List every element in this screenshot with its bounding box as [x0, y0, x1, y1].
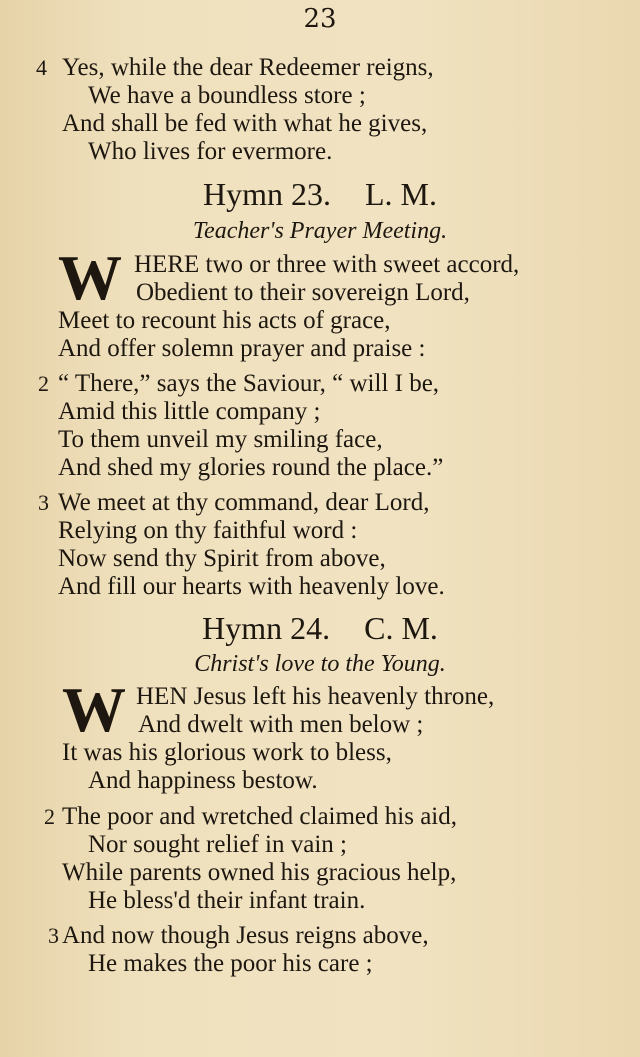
verse-line: Amid this little company ; — [58, 398, 321, 425]
verse-line: Yes, while the dear Redeemer reigns, — [62, 54, 434, 81]
verse-line: To them unveil my smiling face, — [58, 426, 383, 453]
hymn-subtitle: Christ's love to the Young. — [194, 651, 446, 677]
verse-line: Meet to recount his acts of grace, — [58, 307, 391, 334]
page-number: 23 — [303, 4, 337, 34]
verse-line: And shall be fed with what he gives, — [62, 110, 428, 137]
verse-line: He bless'd their infant train. — [88, 887, 366, 914]
verse-line: Relying on thy faithful word : — [58, 517, 358, 544]
hymn-number: Hymn 23. — [203, 176, 331, 212]
verse-line: And shed my glories round the place.” — [58, 454, 444, 481]
hymn-title — [0, 176, 640, 212]
verse-line: HEN Jesus left his heavenly throne, — [136, 683, 495, 710]
verse-line: We have a boundless store ; — [88, 82, 366, 109]
drop-cap: W — [58, 242, 122, 313]
verse-number: 4 — [36, 55, 47, 80]
hymn-meter: C. M. — [364, 610, 438, 646]
verse-line: Who lives for evermore. — [88, 138, 333, 165]
verse-line: It was his glorious work to bless, — [62, 739, 392, 766]
verse-line: And happiness bestow. — [88, 767, 318, 794]
verse-line: We meet at thy command, dear Lord, — [58, 489, 430, 516]
verse-line: And offer solemn prayer and praise : — [58, 335, 426, 362]
verse-line: He makes the poor his care ; — [88, 950, 373, 977]
verse-line: “ There,” says the Saviour, “ will I be, — [58, 370, 440, 397]
hymn-title — [0, 610, 640, 646]
verse-line: And dwelt with men below ; — [138, 711, 424, 738]
drop-cap: W — [62, 674, 126, 745]
hymn-subtitle: Teacher's Prayer Meeting. — [192, 218, 448, 244]
verse-line: And fill our hearts with heavenly love. — [58, 573, 445, 600]
verse-line: Nor sought relief in vain ; — [88, 831, 347, 858]
hymn-number: Hymn 24. — [202, 610, 331, 646]
verse-number: 2 — [44, 804, 55, 829]
verse-number: 3 — [48, 923, 59, 948]
verse-number: 3 — [38, 490, 49, 515]
hymn-meter: L. M. — [365, 176, 437, 212]
verse-line: The poor and wretched claimed his aid, — [62, 803, 457, 830]
verse-number: 2 — [38, 371, 49, 396]
verse-line: Obedient to their sovereign Lord, — [136, 279, 470, 306]
verse-line: HERE two or three with sweet accord, — [134, 251, 520, 278]
verse-line: Now send thy Spirit from above, — [58, 545, 386, 572]
verse-line: While parents owned his gracious help, — [62, 859, 457, 886]
verse-line: And now though Jesus reigns above, — [62, 922, 429, 949]
